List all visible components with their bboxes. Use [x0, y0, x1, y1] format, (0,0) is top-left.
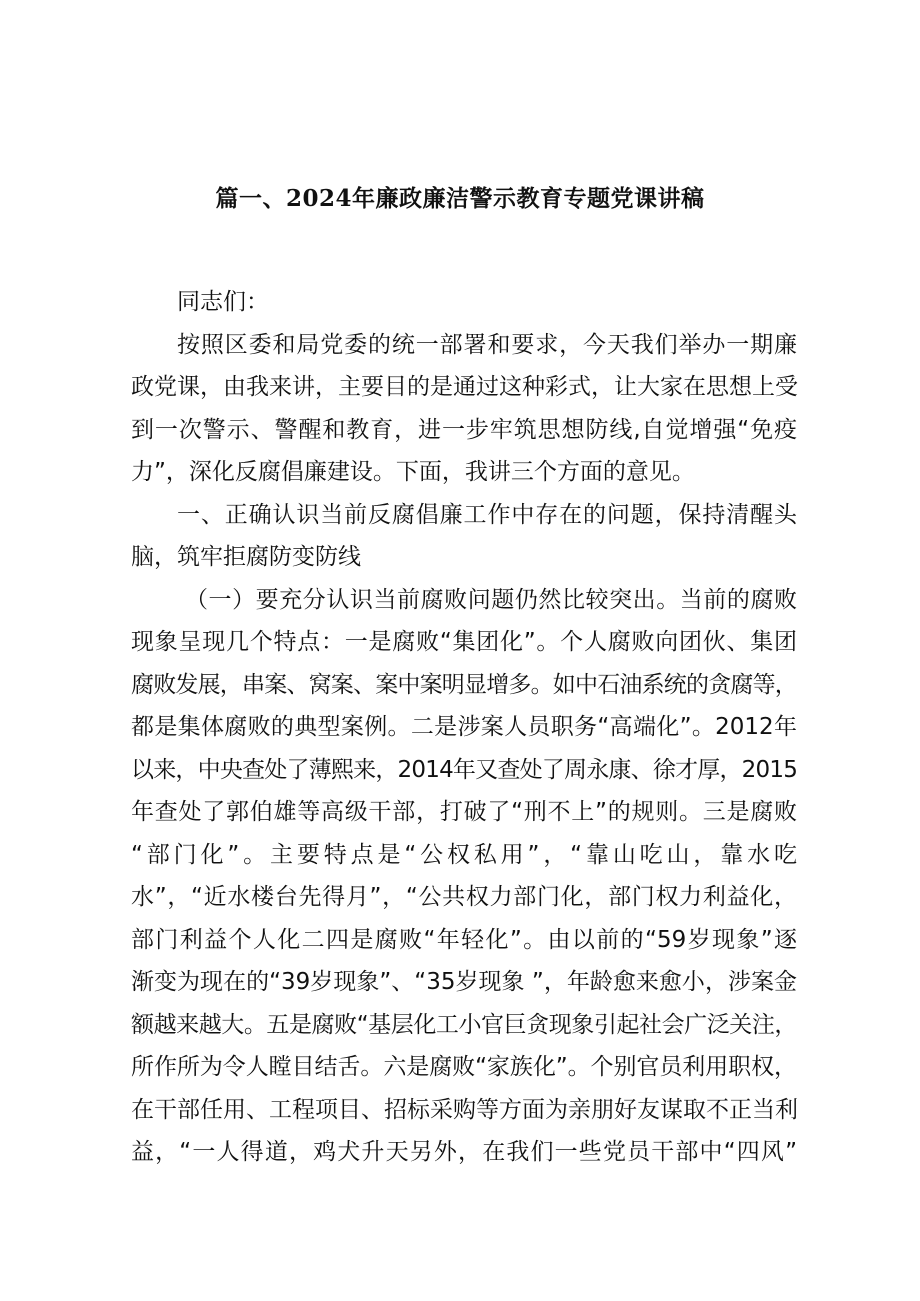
text-line: 力”，深化反腐倡廉建设。下面，我讲三个方面的意见。: [131, 459, 695, 485]
text-line: 部门利益个人化二四是腐败“年轻化”。由以前的“59岁现象”逐: [131, 926, 797, 953]
text-line: 水”，“近水楼台先得月”，“公共权力部门化，部门权力利益化，: [131, 884, 797, 910]
document-title: 篇一、2024年廉政廉洁警示教育专题党课讲稿: [215, 185, 705, 212]
text-line: 在干部任用、工程项目、招标采购等方面为亲朋好友谋取不正当利: [131, 1096, 798, 1123]
text-line: 都是集体腐败的典型案例。二是涉案人员职务“高端化”。2012年: [131, 714, 797, 740]
text-line: 现象呈现几个特点：一是腐败“集团化”。个人腐败向团伙、集团: [131, 629, 797, 655]
text-line: “部门化”。主要特点是“公权私用”，“靠山吃山，靠水吃: [131, 841, 797, 868]
text-line: 同志们：: [177, 289, 269, 315]
text-line: 所作所为令人瞠目结舌。六是腐败“家族化”。个别官员利用职权，: [131, 1054, 797, 1080]
text-line: 年查处了郭伯雄等高级干部，打破了“刑不上”的规则。三是腐败: [131, 799, 797, 825]
text-line: 到一次警示、警醒和教育，进一步牢筑思想防线,自觉增强“免疫: [131, 416, 797, 443]
text-line: （一）要充分认识当前腐败问题仍然比较突出。当前的腐败: [185, 586, 797, 613]
text-line: 益，“一人得道，鸡犬升天另外，在我们一些党员干部中“四风”: [131, 1139, 797, 1165]
text-line: 以来，中央查处了薄熙来，2014年又查处了周永康、徐才厚，2015: [131, 756, 798, 783]
document-body: [131, 281, 797, 1174]
text-line: 额越来越大。五是腐败“基层化工小官巨贪现象引起社会广泛关注，: [131, 1011, 797, 1038]
text-line: 腐败发展，串案、窝案、案中案明显增多。如中石油系统的贪腐等，: [131, 671, 798, 698]
text-line: 政党课，由我来讲，主要目的是通过这种彩式，让大家在思想上受: [131, 374, 798, 400]
text-line: 渐变为现在的“39岁现象”、“35岁现象 ”，年龄愈来愈小，涉案金: [131, 969, 797, 995]
text-line: 按照区委和局党委的统一部署和要求，今天我们举办一期廉: [177, 331, 797, 358]
text-line: 脑，筑牢拒腐防变防线: [131, 544, 361, 570]
text-line: 一、正确认识当前反腐倡廉工作中存在的问题，保持清醒头: [177, 501, 797, 528]
